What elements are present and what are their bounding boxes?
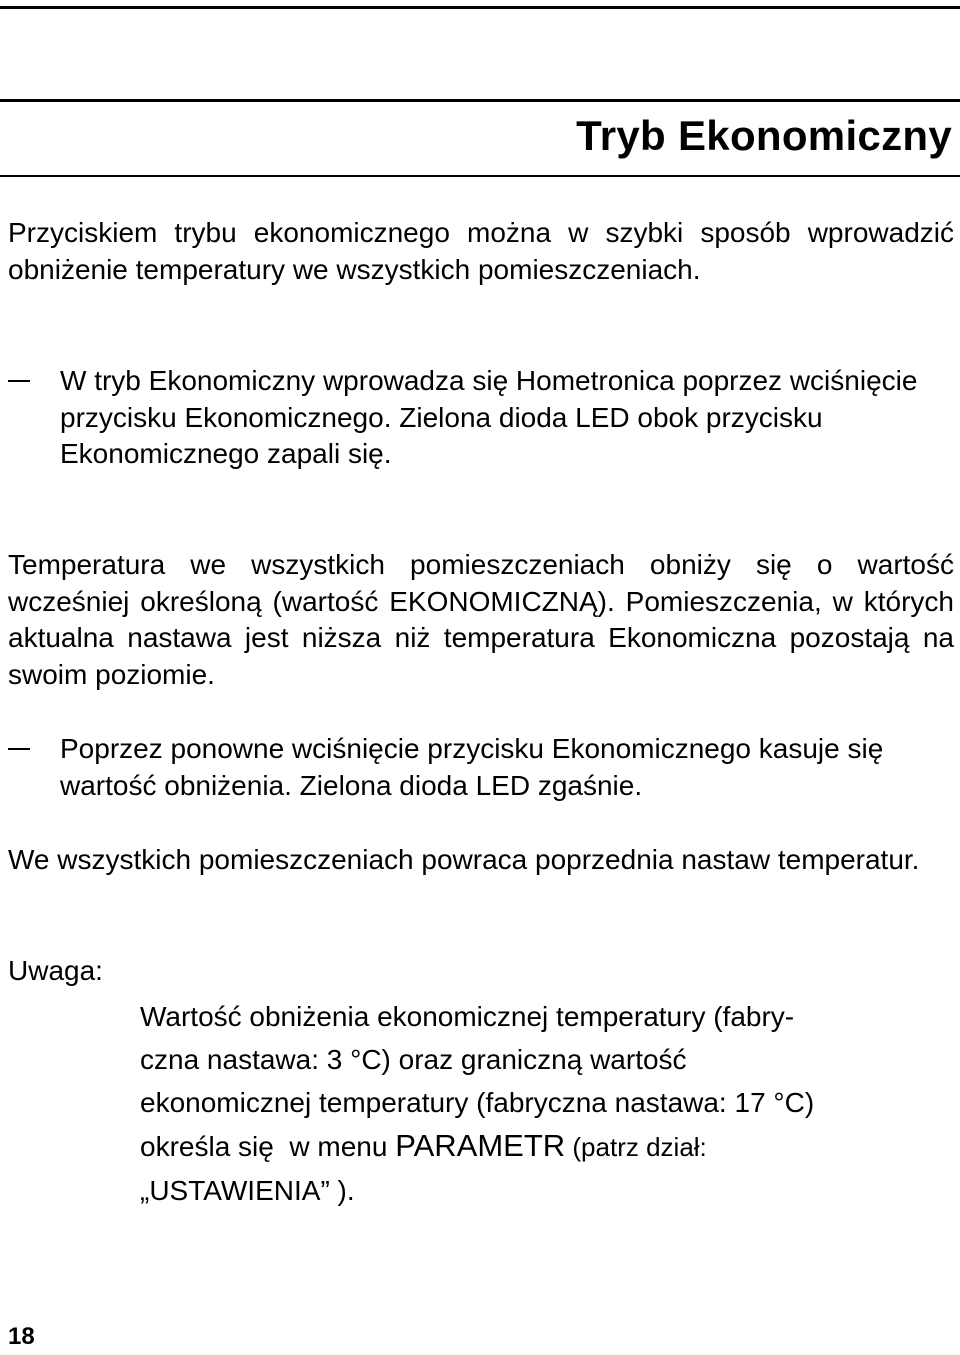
note-section-ref: „USTAWIENIA” ). bbox=[140, 1175, 355, 1206]
list-item bbox=[8, 731, 954, 804]
step-text: W tryb Ekonomiczny wprowadza się Hometronica poprzez wciśnięcie przycisku Ekonomicznego. Zielona dioda LED obok przycisku Ekonomicznego zapali się. bbox=[60, 365, 918, 469]
title-underline bbox=[0, 175, 960, 177]
list-item bbox=[8, 363, 954, 473]
effect-paragraph: Temperatura we wszystkich pomieszczeniach obniży się o wartość wcześniej określoną (wartość EKONOMICZNĄ). Pomieszczenia, w których aktualna nastawa jest niższa niż temperatura Ekonomiczna pozostają na swoim poziomie. bbox=[8, 549, 954, 690]
note-label: Uwaga: bbox=[8, 955, 103, 986]
note-line: ekonomicznej temperatury (fabryczna nastawa: 17 °C) bbox=[140, 1087, 815, 1118]
top-rule bbox=[0, 6, 960, 9]
page-number: 18 bbox=[8, 1323, 35, 1350]
note-line: czna nastawa: 3 °C) oraz graniczną wartość bbox=[140, 1044, 687, 1075]
dash-bullet-icon bbox=[8, 748, 30, 750]
page-title: Tryb Ekonomiczny bbox=[576, 112, 952, 159]
menu-name: PARAMETR bbox=[395, 1128, 566, 1163]
note-body bbox=[140, 995, 940, 1212]
note-line bbox=[140, 1124, 940, 1169]
dash-bullet-icon bbox=[8, 380, 30, 382]
restore-paragraph: We wszystkich pomieszczeniach powraca poprzednia nastaw temperatur. bbox=[8, 844, 920, 875]
intro-paragraph: Przyciskiem trybu ekonomicznego można w szybki sposób wprowadzić obniżenie temperatury we wszystkich pomieszczeniach. bbox=[8, 217, 954, 285]
note-line: Wartość obniżenia ekonomicznej temperatury (fabry- bbox=[140, 1001, 795, 1032]
note-line-text: określa się w menu bbox=[140, 1131, 396, 1162]
note-reference: (patrz dział: bbox=[565, 1132, 707, 1162]
step-text: Poprzez ponowne wciśnięcie przycisku Ekonomicznego kasuje się wartość obniżenia. Zielona dioda LED zgaśnie. bbox=[60, 733, 884, 801]
header-rule bbox=[0, 99, 960, 102]
